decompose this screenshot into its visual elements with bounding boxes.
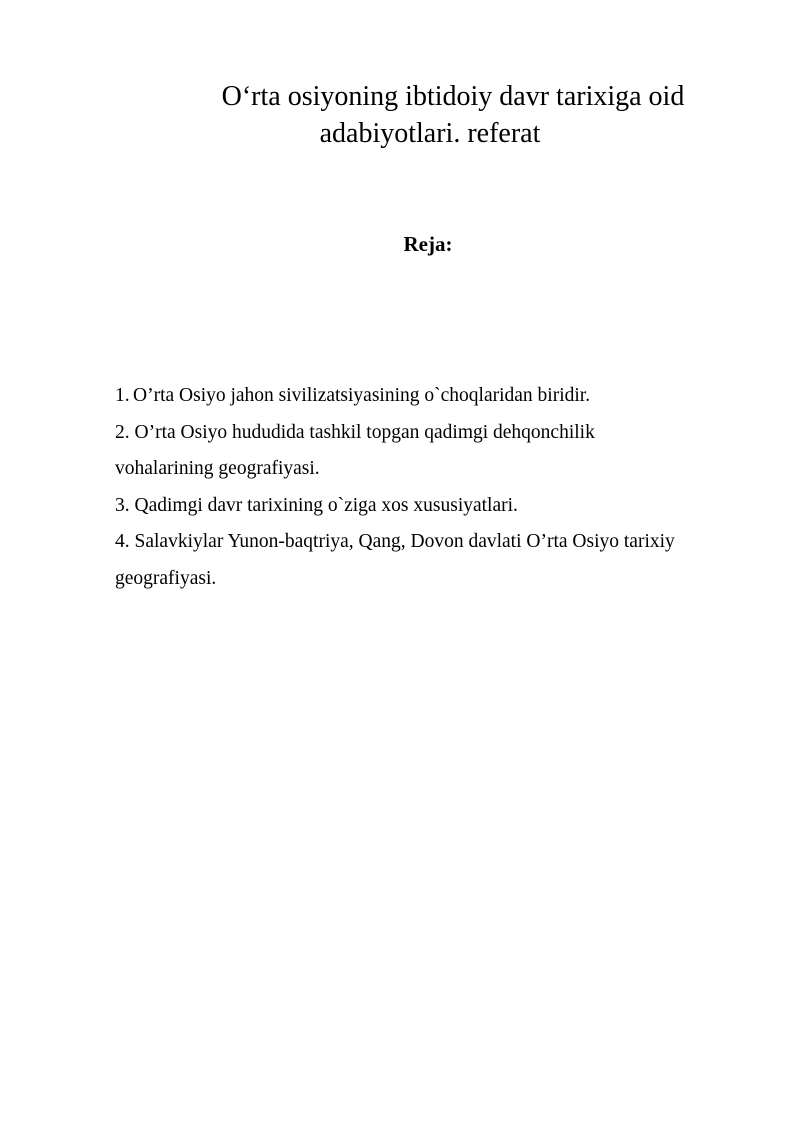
- document-title-line-2: adabiyotlari. referat: [319, 118, 541, 149]
- plan-heading: Reja:: [403, 232, 453, 256]
- plan-item-2: [115, 415, 755, 452]
- plan-item-2-continuation: vohalarining geografiyasi.: [115, 458, 320, 479]
- plan-item-1-number: 1.: [115, 385, 130, 406]
- document-title: [150, 78, 710, 152]
- plan-item-4-text-line-1: Salavkiylar Yunon-baqtriya, Qang, Dovon davlati O’rta Osiyo tarixiy: [134, 531, 675, 552]
- plan-list: [115, 378, 755, 597]
- plan-item-3-text: Qadimgi davr tarixining o`ziga xos xususiyatlari.: [134, 494, 518, 516]
- plan-item-1-text: O’rta Osiyo jahon sivilizatsiyasining o`choqlaridan biridir.: [133, 385, 591, 406]
- plan-item-1: [115, 378, 755, 415]
- plan-item-2-text-line-1: O’rta Osiyo hududida tashkil topgan qadimgi dehqonchilik: [134, 421, 595, 443]
- plan-item-4: [115, 524, 755, 561]
- plan-item-3-number: 3.: [115, 494, 130, 516]
- document-title-line-1: O‘rta osiyoning ibtidoiy davr tarixiga oid: [221, 81, 685, 112]
- plan-item-4-number: 4.: [115, 531, 130, 552]
- plan-item-4-continuation: geografiyasi.: [115, 567, 217, 589]
- plan-item-3: [115, 488, 755, 525]
- plan-item-2-number: 2.: [115, 421, 130, 443]
